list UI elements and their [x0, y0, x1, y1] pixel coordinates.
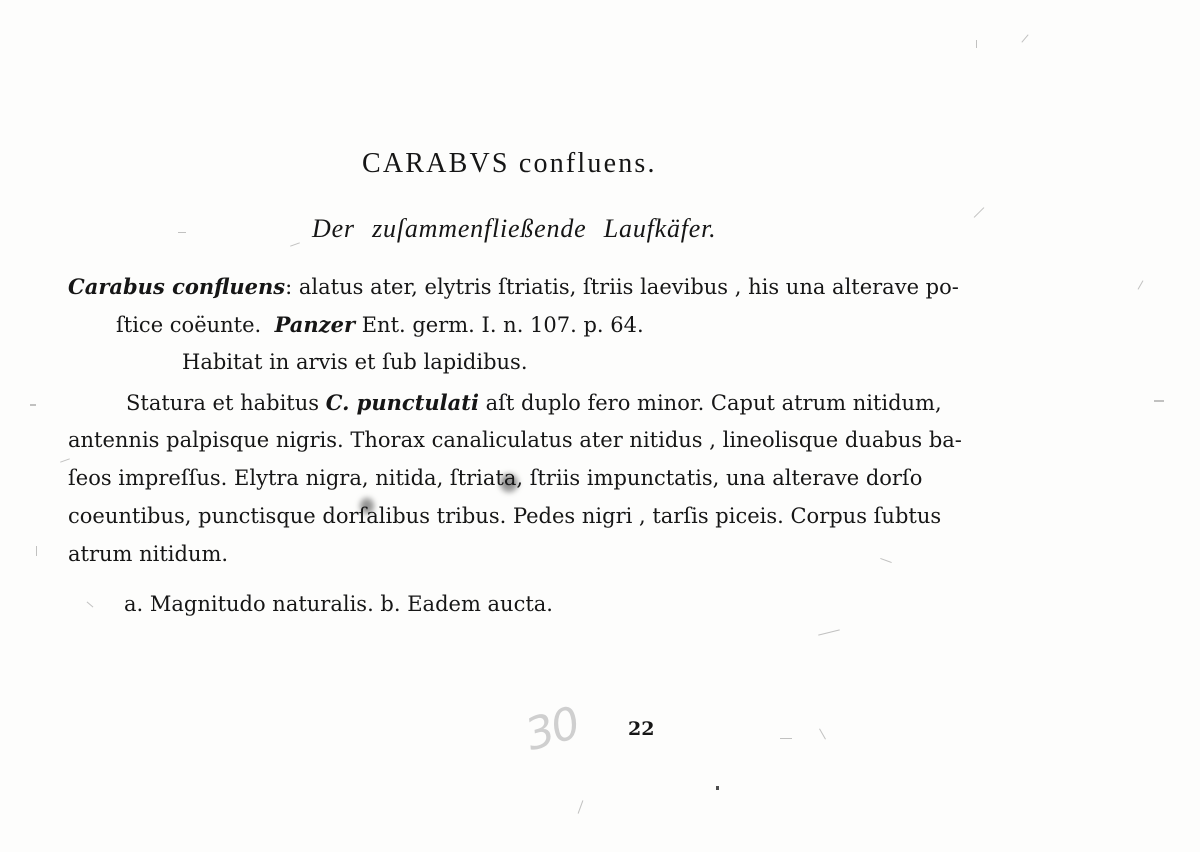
- paper-speck: [1021, 34, 1028, 42]
- page-number: 22: [628, 718, 655, 740]
- paper-speck: [1138, 280, 1144, 289]
- description-line-1: [68, 276, 959, 298]
- description-text: ſtice coëunte.: [116, 313, 262, 337]
- paper-speck: [976, 40, 977, 48]
- paper-speck: [36, 546, 37, 556]
- paper-speck: [178, 232, 186, 233]
- paper-speck: [30, 404, 36, 406]
- body-text: Statura et habitus: [126, 391, 320, 415]
- species-name: Carabus confluens: [68, 274, 286, 299]
- description-text: : alatus ater, elytris ſtriatis, ſtriis laevibus , his una alterave po-: [285, 275, 959, 299]
- paper-speck: [818, 629, 840, 635]
- page-subtitle: Der zuſammenfließende Laufkäfer.: [312, 214, 717, 243]
- page-title: CARABVS confluens.: [362, 148, 657, 179]
- figure-caption: a. Magnitudo naturalis. b. Eadem aucta.: [124, 592, 553, 616]
- paper-speck: [87, 602, 94, 608]
- paper-speck: [60, 458, 70, 462]
- paper-speck: [780, 738, 792, 739]
- body-line-1: [126, 392, 942, 414]
- description-line-2: [116, 314, 644, 336]
- body-line-2: antennis palpisque nigris. Thorax canaliculatus ater nitidus , lineolisque duabus ba-: [68, 428, 962, 452]
- reference-text: Ent. germ. I. n. 107. p. 64.: [361, 313, 644, 337]
- body-line-4: coeuntibus, punctisque dorſalibus tribus. Pedes nigri , tarſis piceis. Corpus ſubtus: [68, 504, 942, 528]
- body-line-5: atrum nitidum.: [68, 542, 229, 566]
- body-text: aſt duplo fero minor. Caput atrum nitidum,: [485, 391, 942, 415]
- pencil-annotation: 30: [520, 697, 585, 762]
- paper-speck: [716, 786, 719, 790]
- paper-speck: [290, 242, 300, 246]
- body-line-3: ſeos impreſſus. Elytra nigra, nitida, ſtriata, ſtriis impunctatis, una alterave dorſo: [68, 466, 923, 490]
- habitat-line: Habitat in arvis et ſub lapidibus.: [182, 350, 528, 374]
- paper-speck: [880, 558, 892, 563]
- paper-speck: [819, 729, 826, 740]
- species-reference: C. punctulati: [325, 390, 479, 415]
- paper-speck: [974, 207, 985, 218]
- paper-speck: [1154, 400, 1164, 402]
- author-name: Panzer: [274, 312, 356, 337]
- paper-speck: [578, 800, 584, 813]
